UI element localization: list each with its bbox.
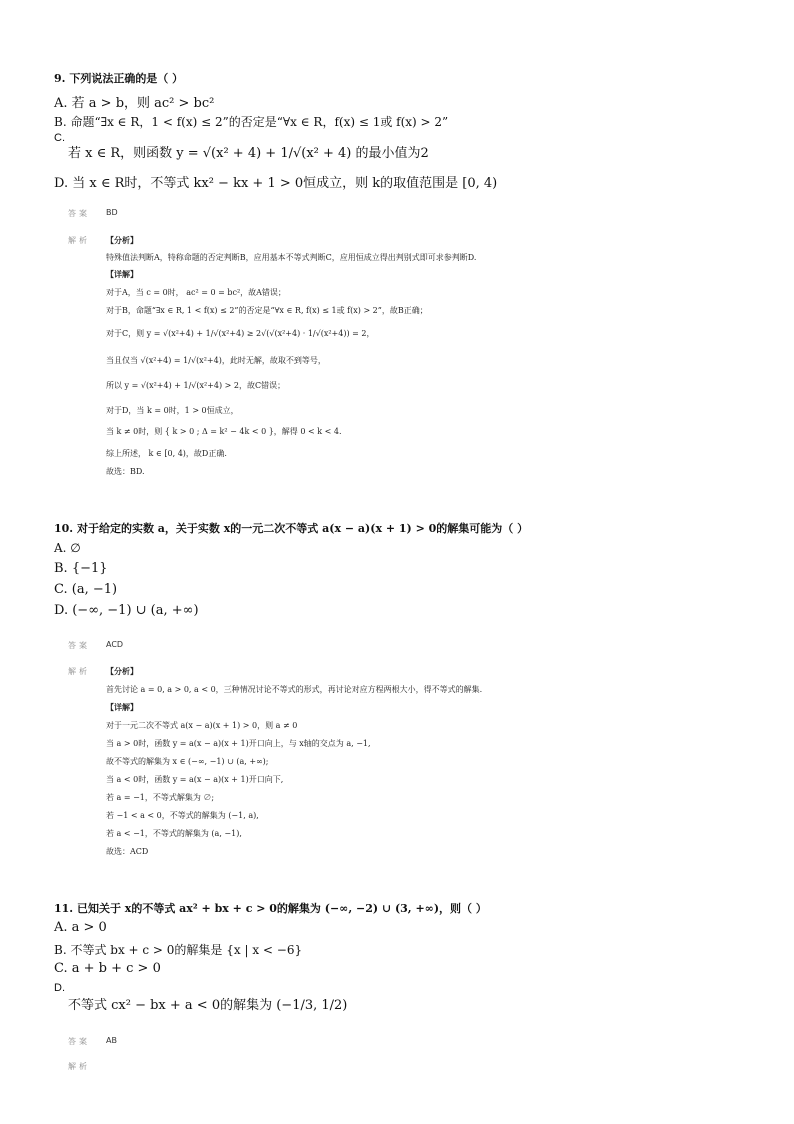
q9-option-d: D. 当 x ∈ R时，不等式 kx² − kx + 1 > 0恒成立，则 k的取值范围是 [0, 4) — [54, 176, 498, 191]
q10-option-d: D. (−∞, −1) ∪ (a, +∞) — [54, 603, 199, 618]
q11-answer: AB — [106, 1036, 117, 1045]
q10-answer: ACD — [106, 640, 124, 649]
q9-analysis-line-9: 对于D，当 k = 0时，1 > 0恒成立， — [106, 406, 239, 415]
q11-option-a: A. a > 0 — [54, 920, 107, 935]
q9-analysis-line-12: 故选：BD. — [106, 467, 145, 476]
q10-stem: 10. 对于给定的实数 a，关于实数 x的一元二次不等式 a(x − a)(x + 1) > 0的解集可能为（ ） — [54, 522, 529, 535]
q9-answer: BD — [106, 208, 118, 217]
q9-analysis-line-2: 特殊值法判断A，特称命题的否定判断B，应用基本不等式判断C，应用恒成立得出判别式即可求参判断D. — [106, 253, 477, 262]
q10-option-a: A. ∅ — [54, 541, 81, 555]
q10-analysis-line-5: 当 a > 0时，函数 y = a(x − a)(x + 1)开口向上，与 x轴的交点为 a, −1, — [106, 739, 371, 748]
q10-analysis-line-9: 若 −1 < a < 0，不等式的解集为 (−1, a), — [106, 811, 259, 820]
q10-analysis-line-10: 若 a < −1，不等式的解集为 (a, −1), — [106, 829, 242, 838]
q9-answer-label: 答案 — [68, 209, 90, 218]
q11-answer-label: 答案 — [68, 1037, 90, 1046]
q10-analysis-line-6: 故不等式的解集为 x ∈ (−∞, −1) ∪ (a, +∞); — [106, 757, 269, 766]
q10-analysis-line-4: 对于一元二次不等式 a(x − a)(x + 1) > 0，则 a ≠ 0 — [106, 721, 298, 730]
q9-analysis-label: 解析 — [68, 236, 90, 245]
q9-option-c-label: C. — [54, 132, 65, 144]
q10-option-b: B. {−1} — [54, 561, 108, 576]
q10-analysis-line-3: 【详解】 — [106, 702, 138, 712]
q9-option-a: A. 若 a > b，则 ac² > bc² — [54, 96, 215, 111]
q9-analysis-line-8: 所以 y = √(x²+4) + 1/√(x²+4) > 2，故C错误； — [106, 381, 286, 390]
q9-analysis-line-10: 当 k ≠ 0时，则 { k > 0 ; Δ = k² − 4k < 0 }，解得 0 < k < 4. — [106, 427, 342, 436]
q11-option-d: 不等式 cx² − bx + a < 0的解集为 (−1/3, 1/2) — [68, 998, 348, 1013]
q10-analysis-line-2: 首先讨论 a = 0, a > 0, a < 0，三种情况讨论不等式的形式，再讨论对应方程两根大小，得不等式的解集. — [106, 685, 483, 694]
q10-option-c: C. (a, −1) — [54, 582, 118, 597]
q9-analysis-line-7: 当且仅当 √(x²+4) = 1/√(x²+4)，此时无解，故取不到等号， — [106, 356, 326, 365]
q9-analysis-line-5: 对于B，命题“∃x ∈ R, 1 < f(x) ≤ 2”的否定是“∀x ∈ R, f(x) ≤ 1或 f(x) > 2”，故B正确； — [106, 306, 428, 315]
q10-answer-label: 答案 — [68, 641, 90, 650]
q11-option-c: C. a + b + c > 0 — [54, 961, 161, 976]
q9-analysis-line-4: 对于A，当 c = 0时， ac² = 0 = bc²，故A错误； — [106, 288, 286, 297]
q10-analysis-label: 解析 — [68, 667, 90, 676]
q9-option-c: 若 x ∈ R，则函数 y = √(x² + 4) + 1/√(x² + 4) 的最小值为2 — [68, 146, 429, 161]
q9-option-b: B. 命题“∃x ∈ R，1 < f(x) ≤ 2”的否定是“∀x ∈ R，f(x) ≤ 1或 f(x) > 2” — [54, 115, 449, 129]
q9-analysis-line-1: 【分析】 — [106, 235, 138, 245]
q9-stem: 9. 下列说法正确的是（ ） — [54, 72, 184, 85]
q9-analysis-line-6: 对于C，则 y = √(x²+4) + 1/√(x²+4) ≥ 2√(√(x²+4) · 1/√(x²+4)) = 2， — [106, 329, 375, 338]
q11-option-b: B. 不等式 bx + c > 0的解集是 {x | x < −6} — [54, 943, 303, 957]
q10-analysis-line-1: 【分析】 — [106, 666, 138, 676]
q11-option-d-label: D. — [54, 982, 65, 994]
q11-stem: 11. 已知关于 x的不等式 ax² + bx + c > 0的解集为 (−∞, −2) ∪ (3, +∞)，则（ ） — [54, 902, 487, 915]
q9-analysis-line-3: 【详解】 — [106, 269, 138, 279]
q10-analysis-line-8: 若 a = −1，不等式解集为 ∅; — [106, 793, 215, 802]
q10-analysis-line-11: 故选：ACD — [106, 847, 149, 856]
q10-analysis-line-7: 当 a < 0时，函数 y = a(x − a)(x + 1)开口向下, — [106, 775, 284, 784]
q9-analysis-line-11: 综上所述， k ∈ [0, 4)，故D正确. — [106, 449, 227, 458]
q11-analysis-label: 解析 — [68, 1062, 90, 1071]
